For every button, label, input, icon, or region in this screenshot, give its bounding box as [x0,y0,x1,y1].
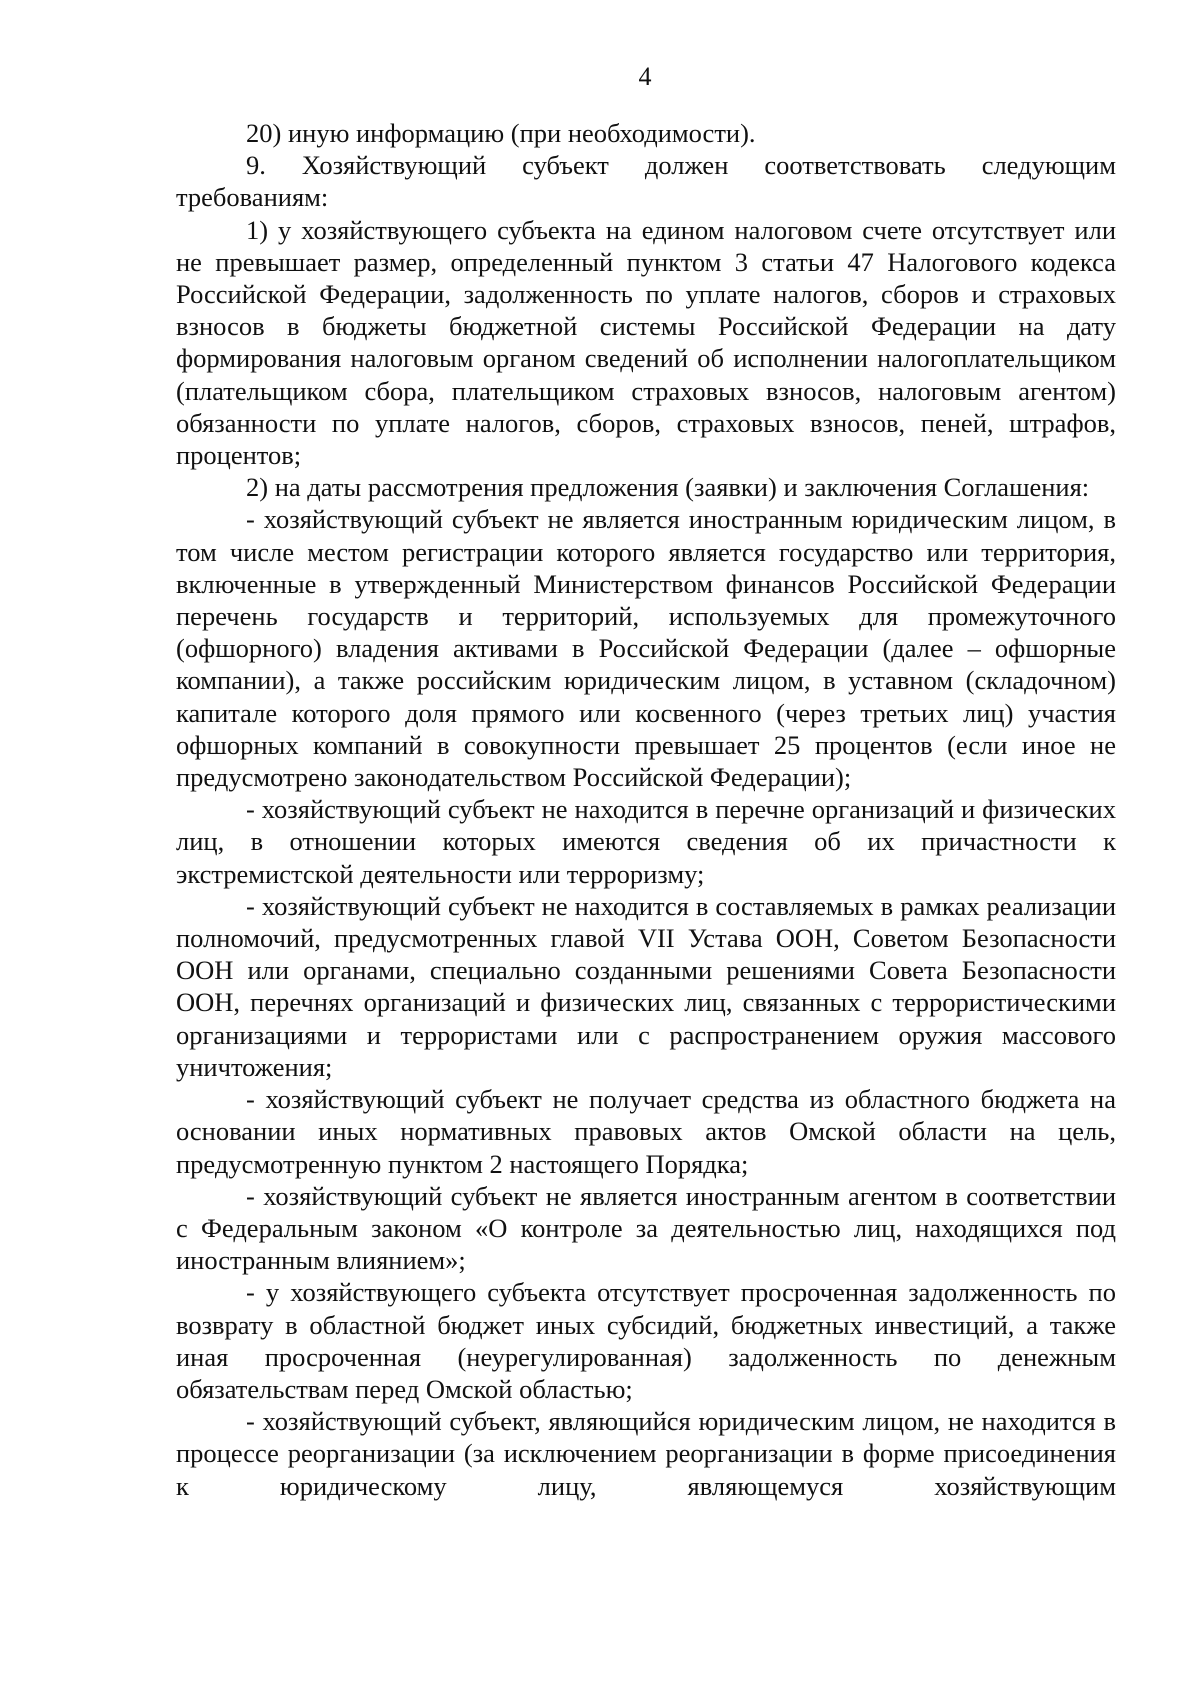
page-number: 4 [638,62,652,91]
paragraph-requirement-1: 1) у хозяйствующего субъекта на едином налоговом счете отсутствует или не превышает размер, определенный пунктом 3 статьи 47 Налогового кодекса Российской Федерации, задолженность по уплате налогов, сборов и страховых взносов в бюджеты бюджетной системы Российской Федерации на дату формирования налоговым органом сведений об исполнении налогоплательщиком (плательщиком сбора, плательщиком страховых взносов, налоговым агентом) обязанности по уплате налогов, сборов, страховых взносов, пеней, штрафов, процентов; [176,214,1116,471]
paragraph-bullet-overdue-debt: - у хозяйствующего субъекта отсутствует просроченная задолженность по возврату в областной бюджет иных субсидий, бюджетных инвестиций, а также иная просроченная (неурегулированная) задолженность по денежным обязательствам перед Омской областью; [176,1277,1116,1404]
paragraph-bullet-offshore: - хозяйствующий субъект не является иностранным юридическим лицом, в том числе местом регистрации которого является государство или территория, включенные в утвержденный Министерством финансов Российской Федерации перечень государств и территорий, используемых для промежуточного (офшорного) владения активами в Российской Федерации (далее – офшорные компании), а также российским юридическим лицом, в уставном (складочном) капитале которого доля прямого или косвенного (через третьих лиц) участия офшорных компаний в совокупности превышает 25 процентов (если иное не предусмотрено законодательством Российской Федерации); [176,504,1116,793]
paragraph-bullet-budget-funds: - хозяйствующий субъект не получает средства из областного бюджета на основании иных нормативных правовых актов Омской области на цель, предусмотренную пунктом 2 настоящего Порядка; [176,1084,1116,1179]
paragraph-bullet-un-lists: - хозяйствующий субъект не находится в составляемых в рамках реализации полномочий, предусмотренных главой VII Устава ООН, Советом Безопасности ООН или органами, специально созданными решениями Совета Безопасности ООН, перечнях организаций и физических лиц, связанных с террористическими организациями и террористами или с распространением оружия массового уничтожения; [176,890,1116,1082]
paragraph-bullet-reorganization: - хозяйствующий субъект, являющийся юридическим лицом, не находится в процессе реорганизации (за исключением реорганизации в форме присоединения к юридическому лицу, являющемуся хозяйствующим [176,1406,1116,1501]
paragraph-bullet-foreign-agent: - хозяйствующий субъект не является иностранным агентом в соответствии с Федеральным законом «О контроле за деятельностью лиц, находящихся под иностранным влиянием»; [176,1180,1116,1276]
paragraph-bullet-extremism: - хозяйствующий субъект не находится в перечне организаций и физических лиц, в отношении которых имеются сведения об их причастности к экстремистской деятельности или терроризму; [176,794,1116,889]
paragraph-section-9: 9. Хозяйствующий субъект должен соответствовать следующим требованиям: [176,150,1116,213]
paragraph-item-20: 20) иную информацию (при необходимости). [246,118,756,148]
paragraph-requirement-2: 2) на даты рассмотрения предложения (заявки) и заключения Соглашения: [246,472,1090,503]
document-body [176,117,1116,1502]
